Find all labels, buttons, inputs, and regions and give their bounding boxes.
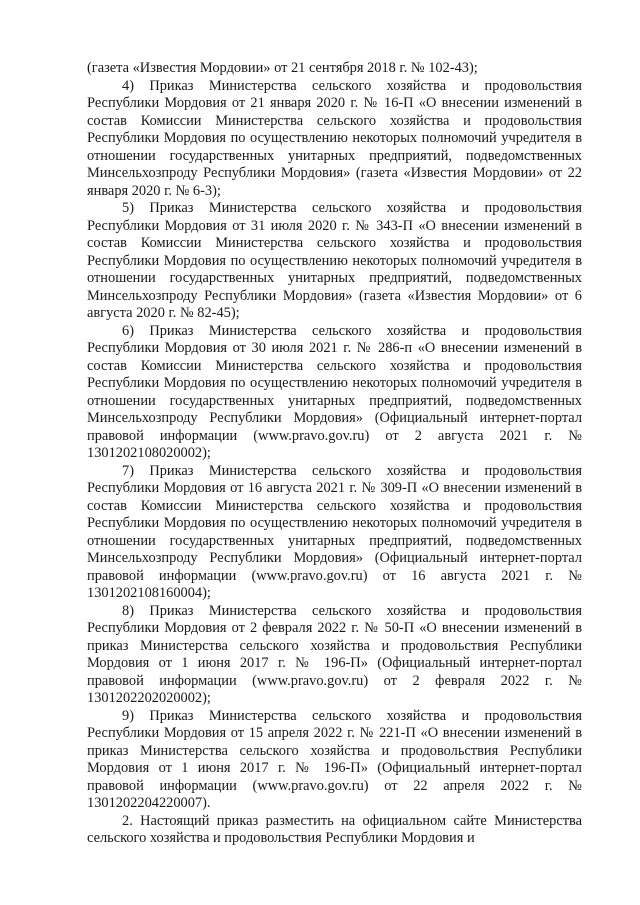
list-item-7: 7) Приказ Министерства сельского хозяйства и продовольствия Республики Мордовия от 16 августа 2021 г. № 309-П «О внесении изменений в состав Комиссии Министерства сельского хозяйства и продовольствия Республики Мордовия по осуществлению некоторых полномочий учредителя в отношении государственных унитарных предприятий, подведомственных Минсельхозпроду Республики Мордовия» (Официальный интернет-портал правовой информации (www.pravo.gov.ru) от 16 августа 2021 г. № 1301202108160004);: [87, 462, 582, 601]
list-item-5: 5) Приказ Министерства сельского хозяйства и продовольствия Республики Мордовия от 31 июля 2020 г. № 343-П «О внесении изменений в состав Комиссии Министерства сельского хозяйства и продовольствия Республики Мордовия по осуществлению некоторых полномочий учредителя в отношении государственных унитарных предприятий, подведомственных Минсельхозпроду Республики Мордовия» (газета «Известия Мордовии» от 6 августа 2020 г. № 82-45);: [87, 200, 582, 321]
list-item-8: 8) Приказ Министерства сельского хозяйства и продовольствия Республики Мордовия от 2 февраля 2022 г. № 50-П «О внесении изменений в приказ Министерства сельского хозяйства и продовольствия Республики Мордовия от 1 июня 2017 г. № 196-П» (Официальный интернет-портал правовой информации (www.pravo.gov.ru) от 2 февраля 2022 г. № 1301202202020002);: [87, 602, 582, 706]
list-item-6: 6) Приказ Министерства сельского хозяйства и продовольствия Республики Мордовия от 30 июля 2021 г. № 286-п «О внесении изменений в состав Комиссии Министерства сельского хозяйства и продовольствия Республики Мордовия по осуществлению некоторых полномочий учредителя в отношении государственных унитарных предприятий, подведомственных Минсельхозпроду Республики Мордовия» (Официальный интернет-портал правовой информации (www.pravo.gov.ru) от 2 августа 2021 г. № 1301202108020002);: [87, 322, 582, 461]
list-item-9: 9) Приказ Министерства сельского хозяйства и продовольствия Республики Мордовия от 15 апреля 2022 г. № 221-П «О внесении изменений в приказ Министерства сельского хозяйства и продовольствия Республики Мордовия от 1 июня 2017 г. № 196-П» (Официальный интернет-портал правовой информации (www.pravo.gov.ru) от 22 апреля 2022 г. № 1301202204220007).: [87, 707, 582, 811]
list-item-4: 4) Приказ Министерства сельского хозяйства и продовольствия Республики Мордовия от 21 января 2020 г. № 16-П «О внесении изменений в состав Комиссии Министерства сельского хозяйства и продовольствия Республики Мордовия по осуществлению некоторых полномочий учредителя в отношении государственных унитарных предприятий, подведомственных Минсельхозпроду Республики Мордовия» (газета «Известия Мордовии» от 22 января 2020 г. № 6-3);: [87, 77, 582, 199]
paragraph-continuation: (газета «Известия Мордовии» от 21 сентября 2018 г. № 102-43);: [87, 60, 478, 76]
clause-2: 2. Настоящий приказ разместить на официальном сайте Министерства сельского хозяйства и продовольствия Республики Мордовия и: [87, 812, 582, 846]
